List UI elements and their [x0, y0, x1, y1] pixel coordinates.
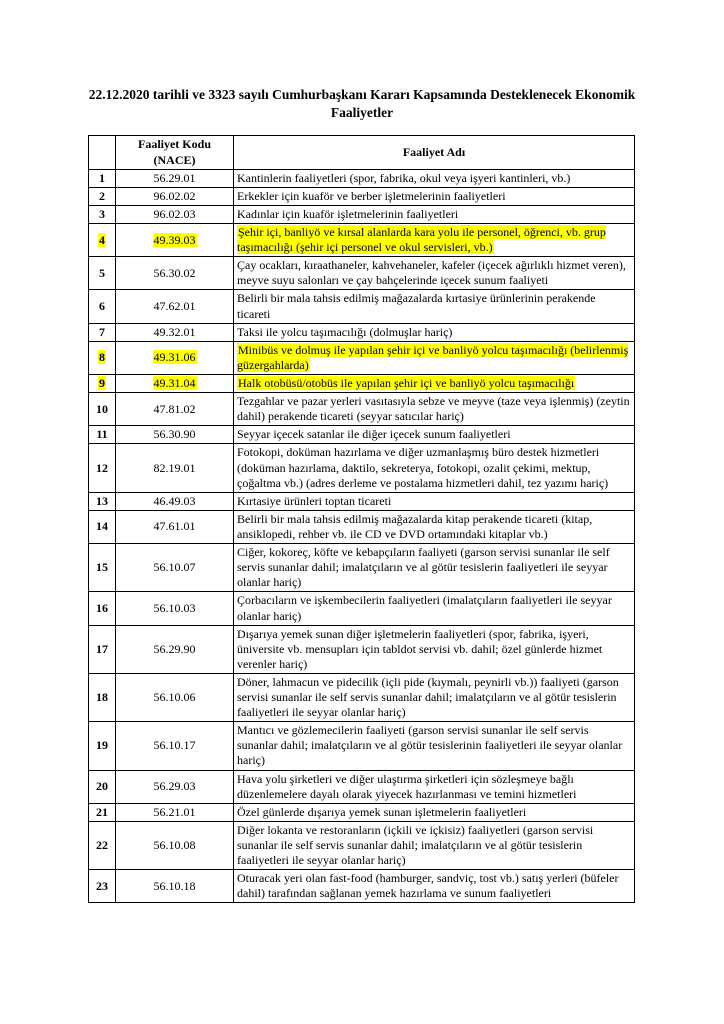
nace-code-cell — [116, 510, 234, 543]
table-row — [89, 870, 635, 903]
nace-code-cell — [116, 722, 234, 770]
row-number-cell — [89, 625, 116, 673]
row-number-cell — [89, 223, 116, 256]
cell-text: 56.10.07 — [153, 560, 196, 575]
cell-text: Hava yolu şirketleri ve diğer ulaştırma şirketleri için sözleşmeye bağlı düzenlemelere dayalı olarak yiyecek hazırlanması ve temini hizmetleri — [237, 771, 577, 801]
nace-code-cell — [116, 870, 234, 903]
activity-name-cell — [234, 544, 635, 592]
nace-code-cell — [116, 592, 234, 625]
cell-text: 19 — [96, 738, 108, 753]
activity-name-cell — [234, 187, 635, 205]
activity-name-cell — [234, 510, 635, 543]
cell-text: 46.49.03 — [153, 493, 196, 508]
cell-text: 16 — [96, 600, 108, 615]
document-title: 22.12.2020 tarihli ve 3323 sayılı Cumhurbaşkanı Kararı Kapsamında Desteklenecek Ekonomik Faaliyetler — [88, 87, 636, 121]
row-number-cell — [89, 426, 116, 444]
activity-name-cell — [234, 625, 635, 673]
nace-code-cell — [116, 323, 234, 341]
cell-text: 6 — [99, 298, 105, 313]
cell-text: Mantıcı ve gözlemecilerin faaliyeti (garson servisi sunanlar ile self servis sunanlar dahil; imalatçıların ve al götür tesislerinin faaliyetleri ile seyyar olanlar hariç) — [237, 723, 623, 768]
row-number-cell — [89, 444, 116, 492]
cell-text: 56.30.90 — [153, 427, 196, 442]
row-number-cell — [89, 341, 116, 374]
cell-text: Kantinlerin faaliyetleri (spor, fabrika, okul veya işyeri kantinleri, vb.) — [237, 170, 571, 185]
activity-name-cell — [234, 426, 635, 444]
cell-text: 56.10.18 — [153, 878, 196, 893]
document-page — [88, 0, 636, 903]
table-row — [89, 510, 635, 543]
highlighted-text: 49.31.04 — [153, 375, 196, 390]
table-row — [89, 444, 635, 492]
highlighted-text: 9 — [99, 375, 105, 390]
nace-code-cell — [116, 673, 234, 721]
row-number-cell — [89, 544, 116, 592]
activity-name-cell — [234, 393, 635, 426]
nace-code-cell — [116, 374, 234, 392]
header-activity-code: Faaliyet Kodu (NACE) — [116, 136, 234, 169]
nace-code-cell — [116, 290, 234, 323]
activity-name-cell — [234, 257, 635, 290]
table-row — [89, 722, 635, 770]
cell-text: 21 — [96, 804, 108, 819]
cell-text: 17 — [96, 641, 108, 656]
table-row — [89, 341, 635, 374]
table-row — [89, 205, 635, 223]
highlighted-text: Minibüs ve dolmuş ile yapılan şehir içi ve banliyö yolcu taşımacılığı (belirlenmiş güzergahlarda) — [237, 342, 629, 372]
row-number-cell — [89, 323, 116, 341]
cell-text: Tezgahlar ve pazar yerleri vasıtasıyla sebze ve meyve (taze veya işlenmiş) (zeytin dahil) perakende ticareti (seyyar satıcılar hariç) — [237, 394, 630, 424]
activity-name-cell — [234, 803, 635, 821]
cell-text: 11 — [96, 427, 108, 442]
highlighted-text: 49.31.06 — [153, 350, 196, 365]
cell-text: Taksi ile yolcu taşımacılığı (dolmuşlar hariç) — [237, 324, 453, 339]
cell-text: Oturacak yeri olan fast-food (hamburger, sandviç, tost vb.) satış yerleri (büfeler dahil) tarafından sağlanan yemek hazırlama ve sunum faaliyetleri — [237, 871, 619, 901]
table-row — [89, 187, 635, 205]
cell-text: 49.32.01 — [153, 324, 196, 339]
row-number-cell — [89, 187, 116, 205]
row-number-cell — [89, 374, 116, 392]
activity-name-cell — [234, 323, 635, 341]
activity-name-cell — [234, 223, 635, 256]
nace-code-cell — [116, 544, 234, 592]
cell-text: 7 — [99, 324, 105, 339]
activity-name-cell — [234, 169, 635, 187]
cell-text: 1 — [99, 170, 105, 185]
cell-text: Kırtasiye ürünleri toptan ticareti — [237, 493, 392, 508]
cell-text: 3 — [99, 206, 105, 221]
nace-code-cell — [116, 821, 234, 869]
cell-text: Döner, lahmacun ve pidecilik (içli pide (kıymalı, peynirli vb.)) faaliyeti (garson servisi sunanlar ile self servis sunanlar dahil; imalatçıların ve al götür tesislerin faaliyetleri ile seyyar olanlar hariç) — [237, 674, 619, 720]
cell-text: 56.21.01 — [153, 804, 196, 819]
cell-text: 14 — [96, 519, 108, 534]
cell-text: 56.29.01 — [153, 170, 196, 185]
table-row — [89, 625, 635, 673]
activity-name-cell — [234, 341, 635, 374]
cell-text: Diğer lokanta ve restoranların (içkili ve içkisiz) faaliyetleri (garson servisi sunanlar ile self servis sunanlar dahil; imalatçıların ve al götür tesislerin faaliyetleri ile seyyar olanlar hariç) — [237, 822, 594, 868]
cell-text: Özel günlerde dışarıya yemek sunan işletmelerin faaliyetleri — [237, 804, 527, 819]
cell-text: Çay ocakları, kıraathaneler, kahvehaneler, kafeler (içecek ağırlıklı hizmet veren), meyve suyu salonları ve çay bahçelerinde içecek sunum faaliyeti — [237, 258, 626, 288]
row-number-cell — [89, 257, 116, 290]
activity-name-cell — [234, 770, 635, 803]
activity-name-cell — [234, 673, 635, 721]
highlighted-text: Halk otobüsü/otobüs ile yapılan şehir içi ve banliyö yolcu taşımacılığı — [238, 375, 575, 390]
row-number-cell — [89, 770, 116, 803]
nace-code-cell — [116, 426, 234, 444]
activity-name-cell — [234, 492, 635, 510]
nace-code-cell — [116, 444, 234, 492]
cell-text: Belirli bir mala tahsis edilmiş mağazalarda kırtasiye ürünlerinin perakende ticareti — [237, 291, 596, 321]
cell-text: Dışarıya yemek sunan diğer işletmelerin faaliyetleri (spor, fabrika, işyeri, üniversite vb. mensupları için tabldot servisi vb. dahil; özel günlerde hizmet verenler hariç) — [237, 626, 603, 671]
nace-code-cell — [116, 187, 234, 205]
highlighted-text: 49.39.03 — [153, 232, 196, 247]
cell-text: 47.81.02 — [153, 401, 196, 416]
cell-text: 56.10.17 — [153, 738, 196, 753]
cell-text: 22 — [96, 838, 108, 853]
row-number-cell — [89, 722, 116, 770]
activities-table-body — [89, 169, 635, 903]
table-row — [89, 821, 635, 869]
cell-text: 56.29.90 — [153, 641, 196, 656]
nace-code-cell — [116, 393, 234, 426]
cell-text: 20 — [96, 779, 108, 794]
row-number-cell — [89, 169, 116, 187]
cell-text: 47.61.01 — [153, 519, 196, 534]
row-number-cell — [89, 821, 116, 869]
table-row — [89, 544, 635, 592]
cell-text: Erkekler için kuaför ve berber işletmelerinin faaliyetleri — [237, 188, 506, 203]
table-row — [89, 257, 635, 290]
nace-code-cell — [116, 169, 234, 187]
activity-name-cell — [234, 374, 635, 392]
table-row — [89, 673, 635, 721]
activities-table — [88, 135, 635, 903]
table-row — [89, 803, 635, 821]
cell-text: 96.02.02 — [153, 188, 196, 203]
row-number-cell — [89, 393, 116, 426]
table-row — [89, 592, 635, 625]
cell-text: Fotokopi, doküman hazırlama ve diğer uzmanlaşmış büro destek hizmetleri (doküman hazırlama, daktilo, sekreterya, fotokopi, ozalit çekimi, mektup, çoğaltma vb.) (adres derleme ve postalama hizmetleri dahil, tez yazımı hariç) — [237, 445, 609, 490]
activity-name-cell — [234, 592, 635, 625]
cell-text: 10 — [96, 401, 108, 416]
cell-text: 13 — [96, 493, 108, 508]
row-number-cell — [89, 592, 116, 625]
highlighted-text: Şehir içi, banliyö ve kırsal alanlarda kara yolu ile personel, öğrenci, vb. grup taşımacılığı (şehir içi personel ve okul servisleri, vb.) — [237, 224, 606, 255]
table-row — [89, 290, 635, 323]
cell-text: 15 — [96, 560, 108, 575]
cell-text: Çorbacıların ve işkembecilerin faaliyetleri (imalatçıların faaliyetleri ile seyyar olanlar hariç) — [237, 593, 612, 623]
nace-code-cell — [116, 257, 234, 290]
cell-text: 12 — [96, 460, 108, 475]
cell-text: 47.62.01 — [153, 298, 196, 313]
table-row — [89, 770, 635, 803]
nace-code-cell — [116, 803, 234, 821]
cell-text: 23 — [96, 878, 108, 893]
nace-code-cell — [116, 770, 234, 803]
nace-code-cell — [116, 223, 234, 256]
nace-code-cell — [116, 492, 234, 510]
table-row — [89, 492, 635, 510]
cell-text: 2 — [99, 188, 105, 203]
header-activity-name: Faaliyet Adı — [234, 136, 635, 169]
activity-name-cell — [234, 444, 635, 492]
nace-code-cell — [116, 205, 234, 223]
table-row — [89, 374, 635, 392]
activity-name-cell — [234, 870, 635, 903]
cell-text: Belirli bir mala tahsis edilmiş mağazalarda kitap perakende ticareti (kitap, ansiklopedi, rehber vb. ile CD ve DVD ortamındaki kitaplar vb.) — [237, 511, 593, 541]
nace-code-cell — [116, 341, 234, 374]
row-number-cell — [89, 673, 116, 721]
activity-name-cell — [234, 722, 635, 770]
row-number-cell — [89, 870, 116, 903]
activity-name-cell — [234, 821, 635, 869]
table-row — [89, 426, 635, 444]
row-number-cell — [89, 803, 116, 821]
row-number-cell — [89, 492, 116, 510]
cell-text: 82.19.01 — [153, 460, 196, 475]
cell-text: 56.29.03 — [153, 779, 196, 794]
row-number-cell — [89, 510, 116, 543]
cell-text: 18 — [96, 690, 108, 705]
cell-text: 96.02.03 — [153, 206, 196, 221]
row-number-cell — [89, 290, 116, 323]
header-row-number — [89, 136, 116, 169]
cell-text: 5 — [99, 265, 105, 280]
cell-text: 56.10.03 — [153, 600, 196, 615]
activity-name-cell — [234, 205, 635, 223]
nace-code-cell — [116, 625, 234, 673]
highlighted-text: 8 — [99, 350, 105, 365]
cell-text: Ciğer, kokoreç, köfte ve kebapçıların faaliyeti (garson servisi sunanlar ile self servis sunanlar dahil; imalatçıların ve al götür tesislerin faaliyetleri ile seyyar olanlar hariç) — [237, 545, 610, 590]
cell-text: Seyyar içecek satanlar ile diğer içecek sunum faaliyetleri — [237, 427, 511, 442]
table-row — [89, 223, 635, 256]
cell-text: 56.10.06 — [153, 690, 196, 705]
activity-name-cell — [234, 290, 635, 323]
table-row — [89, 393, 635, 426]
row-number-cell — [89, 205, 116, 223]
table-row — [89, 169, 635, 187]
highlighted-text: 4 — [99, 232, 105, 247]
table-row — [89, 323, 635, 341]
cell-text: Kadınlar için kuaför işletmelerinin faaliyetleri — [237, 206, 459, 221]
table-header-row — [89, 136, 635, 169]
cell-text: 56.30.02 — [153, 265, 196, 280]
cell-text: 56.10.08 — [153, 838, 196, 853]
